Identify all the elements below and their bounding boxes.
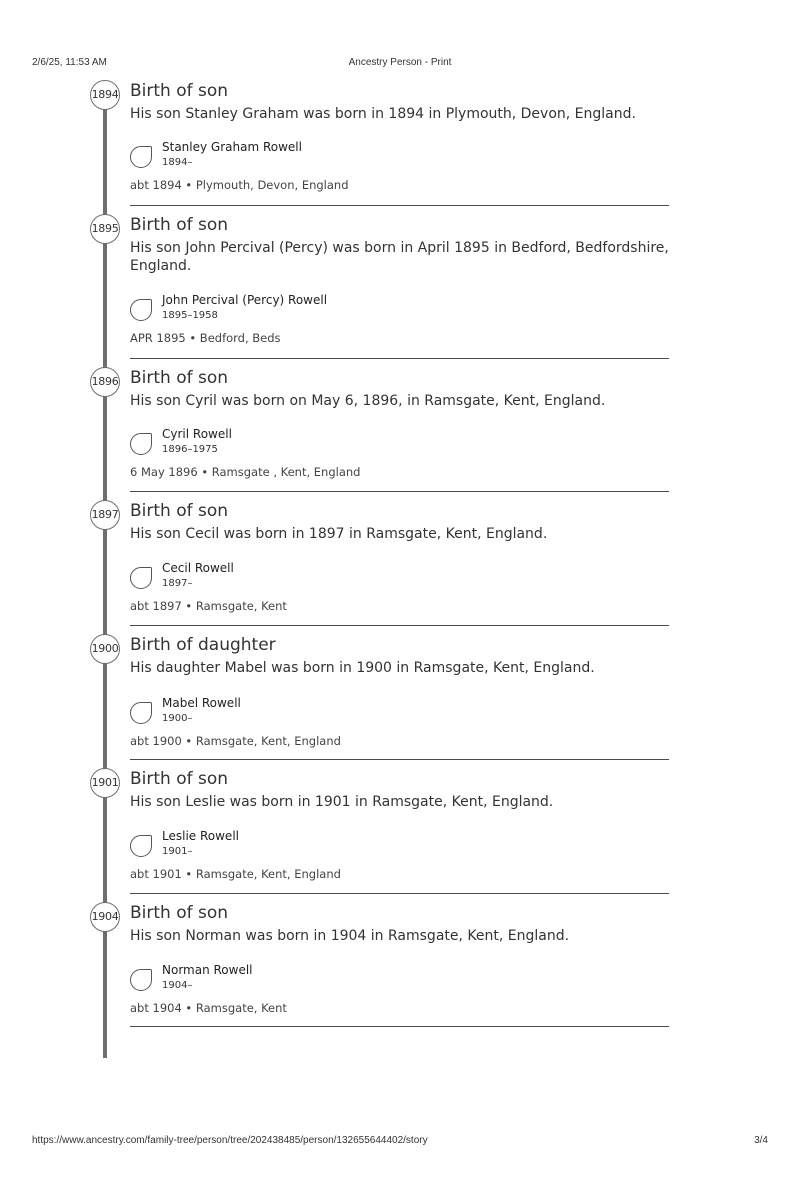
- person-dates: 1900–: [162, 713, 193, 724]
- event-divider: [130, 358, 669, 359]
- event-date-place: abt 1904 • Ramsgate, Kent: [130, 1001, 287, 1015]
- person-avatar-icon: [130, 146, 152, 168]
- person-avatar-icon: [130, 567, 152, 589]
- print-footer: [32, 1135, 768, 1149]
- person-dates: 1901–: [162, 846, 193, 857]
- person-name[interactable]: Mabel Rowell: [162, 696, 241, 710]
- person-name[interactable]: John Percival (Percy) Rowell: [162, 293, 328, 307]
- event-description: His son Norman was born in 1904 in Ramsgate, Kent, England.: [130, 928, 570, 944]
- person-link[interactable]: [130, 696, 630, 728]
- event-title: Birth of son: [130, 903, 229, 923]
- year-bubble: 1894: [90, 80, 120, 110]
- event-description: His son Stanley Graham was born in 1894 in Plymouth, Devon, England.: [130, 106, 636, 122]
- event-divider: [130, 893, 669, 894]
- event-description: His son Leslie was born in 1901 in Ramsgate, Kent, England.: [130, 794, 554, 810]
- event-divider: [130, 759, 669, 760]
- event-date-place: APR 1895 • Bedford, Beds: [130, 331, 281, 345]
- person-link[interactable]: [130, 829, 630, 861]
- person-dates: 1904–: [162, 980, 193, 991]
- year-bubble: 1895: [90, 214, 120, 244]
- event-divider: [130, 205, 669, 206]
- page-number: 3/4: [754, 1135, 768, 1146]
- person-avatar-icon: [130, 433, 152, 455]
- person-dates: 1894–: [162, 157, 193, 168]
- event-description: His son Cecil was born in 1897 in Ramsgate, Kent, England.: [130, 526, 548, 542]
- event-description: His son John Percival (Percy) was born in April 1895 in Bedford, Bedfordshire, England.: [130, 240, 669, 274]
- event-title: Birth of son: [130, 215, 229, 235]
- person-dates: 1896–1975: [162, 444, 218, 455]
- event-divider: [130, 491, 669, 492]
- person-dates: 1897–: [162, 578, 193, 589]
- page-url: https://www.ancestry.com/family-tree/person/tree/202438485/person/132655644402/story: [32, 1135, 428, 1146]
- year-bubble: 1896: [90, 367, 120, 397]
- person-link[interactable]: [130, 140, 630, 172]
- person-name[interactable]: Cecil Rowell: [162, 561, 234, 575]
- year-bubble: 1897: [90, 500, 120, 530]
- print-title: Ancestry Person - Print: [348, 57, 452, 68]
- event-date-place: 6 May 1896 • Ramsgate , Kent, England: [130, 465, 361, 479]
- person-link[interactable]: [130, 293, 630, 325]
- event-date-place: abt 1897 • Ramsgate, Kent: [130, 599, 287, 613]
- event-divider: [130, 625, 669, 626]
- event-title: Birth of son: [130, 368, 229, 388]
- person-name[interactable]: Cyril Rowell: [162, 427, 232, 441]
- event-title: Birth of son: [130, 769, 229, 789]
- event-divider: [130, 1026, 669, 1027]
- year-bubble: 1904: [90, 902, 120, 932]
- person-name[interactable]: Stanley Graham Rowell: [162, 140, 302, 154]
- person-name[interactable]: Norman Rowell: [162, 963, 253, 977]
- event-description: His son Cyril was born on May 6, 1896, in Ramsgate, Kent, England.: [130, 393, 606, 409]
- person-dates: 1895–1958: [162, 310, 218, 321]
- person-link[interactable]: [130, 963, 630, 995]
- event-title: Birth of daughter: [130, 635, 276, 655]
- event-title: Birth of son: [130, 501, 229, 521]
- event-date-place: abt 1900 • Ramsgate, Kent, England: [130, 734, 341, 748]
- person-avatar-icon: [130, 969, 152, 991]
- person-link[interactable]: [130, 427, 630, 459]
- event-date-place: abt 1901 • Ramsgate, Kent, England: [130, 867, 341, 881]
- person-avatar-icon: [130, 702, 152, 724]
- year-bubble: 1900: [90, 634, 120, 664]
- year-bubble: 1901: [90, 768, 120, 798]
- person-avatar-icon: [130, 299, 152, 321]
- person-name[interactable]: Leslie Rowell: [162, 829, 239, 843]
- person-avatar-icon: [130, 835, 152, 857]
- print-timestamp: 2/6/25, 11:53 AM: [32, 57, 107, 68]
- event-description: His daughter Mabel was born in 1900 in Ramsgate, Kent, England.: [130, 660, 595, 676]
- event-title: Birth of son: [130, 81, 229, 101]
- event-date-place: abt 1894 • Plymouth, Devon, England: [130, 178, 349, 192]
- person-link[interactable]: [130, 561, 630, 593]
